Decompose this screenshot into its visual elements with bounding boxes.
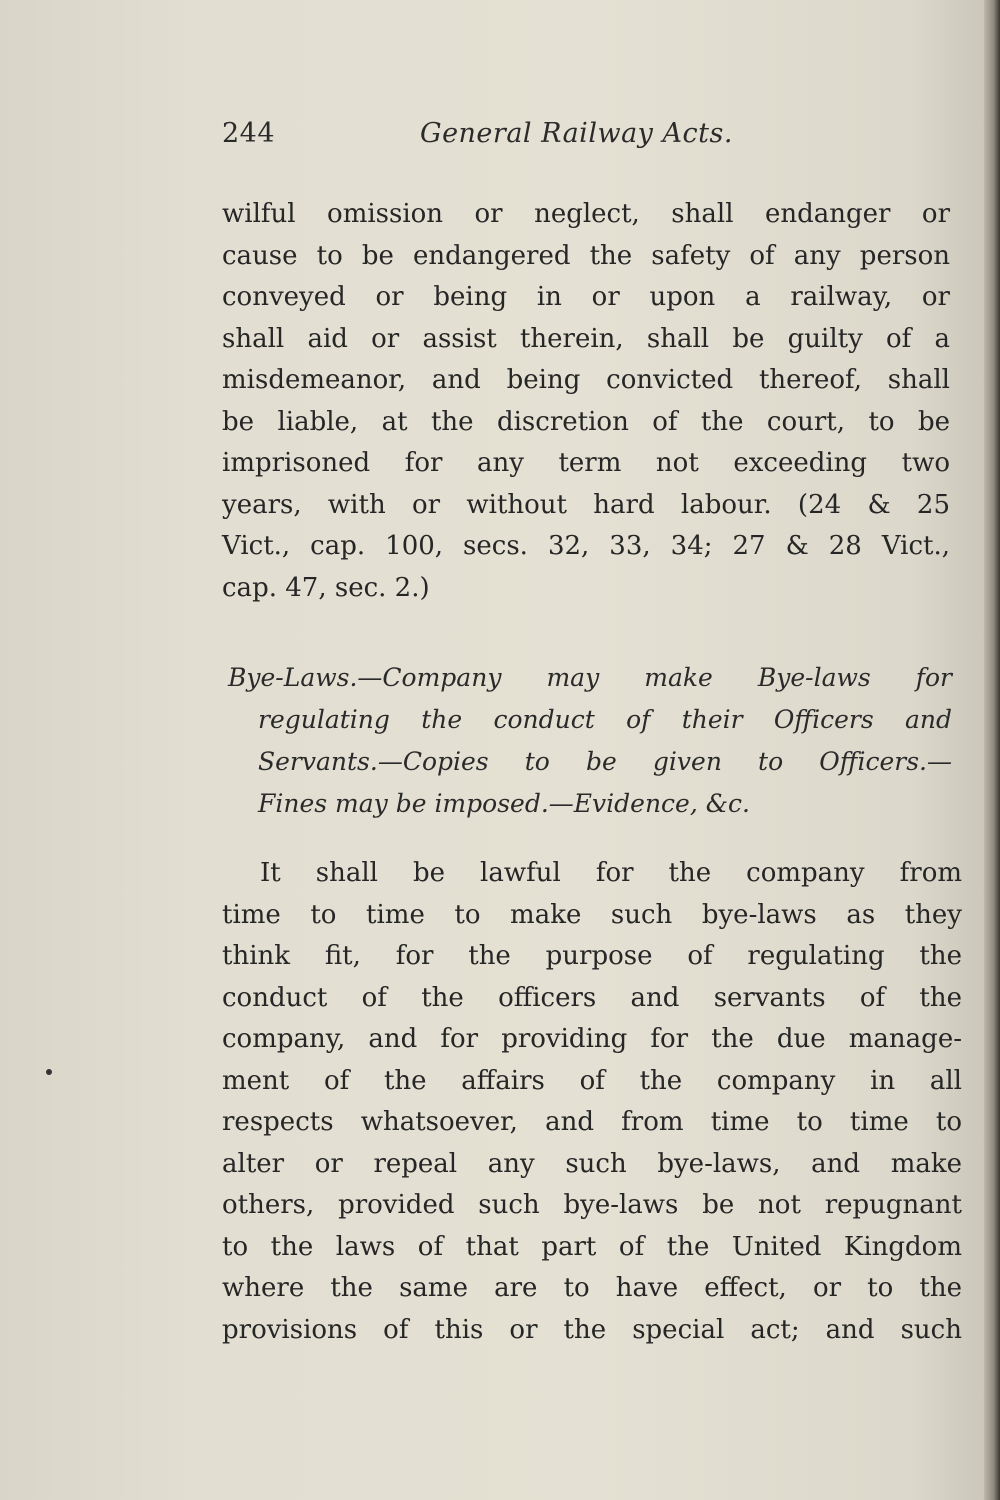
paragraph-continuation — [222, 194, 950, 609]
text-line: where the same are to have effect, or to the — [222, 1273, 962, 1303]
page-number: 244 — [222, 118, 276, 149]
page-edge-shadow — [984, 0, 1000, 1500]
text-line: conduct of the officers and servants of the — [222, 982, 962, 1013]
text-line: cause to be endangered the safety of any person — [222, 240, 950, 271]
text-line: others, provided such bye-laws be not repugnant — [222, 1190, 962, 1220]
text-line: be liable, at the discretion of the court, to be — [222, 406, 950, 437]
text-line: shall aid or assist therein, shall be guilty of a — [222, 323, 950, 354]
ink-speck — [46, 1069, 52, 1075]
text-line: respects whatsoever, and from time to time to — [222, 1107, 962, 1137]
text-line: imprisoned for any term not exceeding two — [222, 448, 950, 478]
text-line: company, and for providing for the due manage- — [222, 1024, 962, 1054]
sidenote-line: Fines may be imposed.—Evidence, &c. — [258, 789, 750, 818]
text-line: conveyed or being in or upon a railway, or — [222, 282, 950, 312]
text-line: ment of the affairs of the company in all — [222, 1065, 962, 1096]
paragraph-bye-laws — [222, 853, 962, 1351]
text-line: years, with or without hard labour. (24 & 25 — [222, 489, 950, 520]
sidenote-line: Servants.—Copies to be given to Officers.— — [258, 747, 952, 776]
text-line: to the laws of that part of the United Kingdom — [222, 1231, 962, 1262]
running-title: General Railway Acts. — [420, 118, 733, 149]
text-line: Vict., cap. 100, secs. 32, 33, 34; 27 & 28 Vict., — [222, 531, 950, 561]
page-header — [222, 118, 782, 166]
section-heading-sidenote — [228, 657, 952, 825]
sidenote-line: Bye-Laws.—Company may make Bye-laws for — [228, 663, 952, 692]
sidenote-line: regulating the conduct of their Officers and — [258, 705, 952, 734]
text-line: wilful omission or neglect, shall endanger or — [222, 199, 950, 229]
text-line: It shall be lawful for the company from — [260, 858, 962, 888]
text-line: cap. 47, sec. 2.) — [222, 572, 430, 603]
text-line: think fit, for the purpose of regulating the — [222, 941, 962, 971]
text-line: misdemeanor, and being convicted thereof, shall — [222, 365, 950, 395]
text-line: time to time to make such bye-laws as they — [222, 899, 962, 930]
text-line: alter or repeal any such bye-laws, and make — [222, 1148, 962, 1179]
text-line: provisions of this or the special act; and such — [222, 1314, 962, 1345]
